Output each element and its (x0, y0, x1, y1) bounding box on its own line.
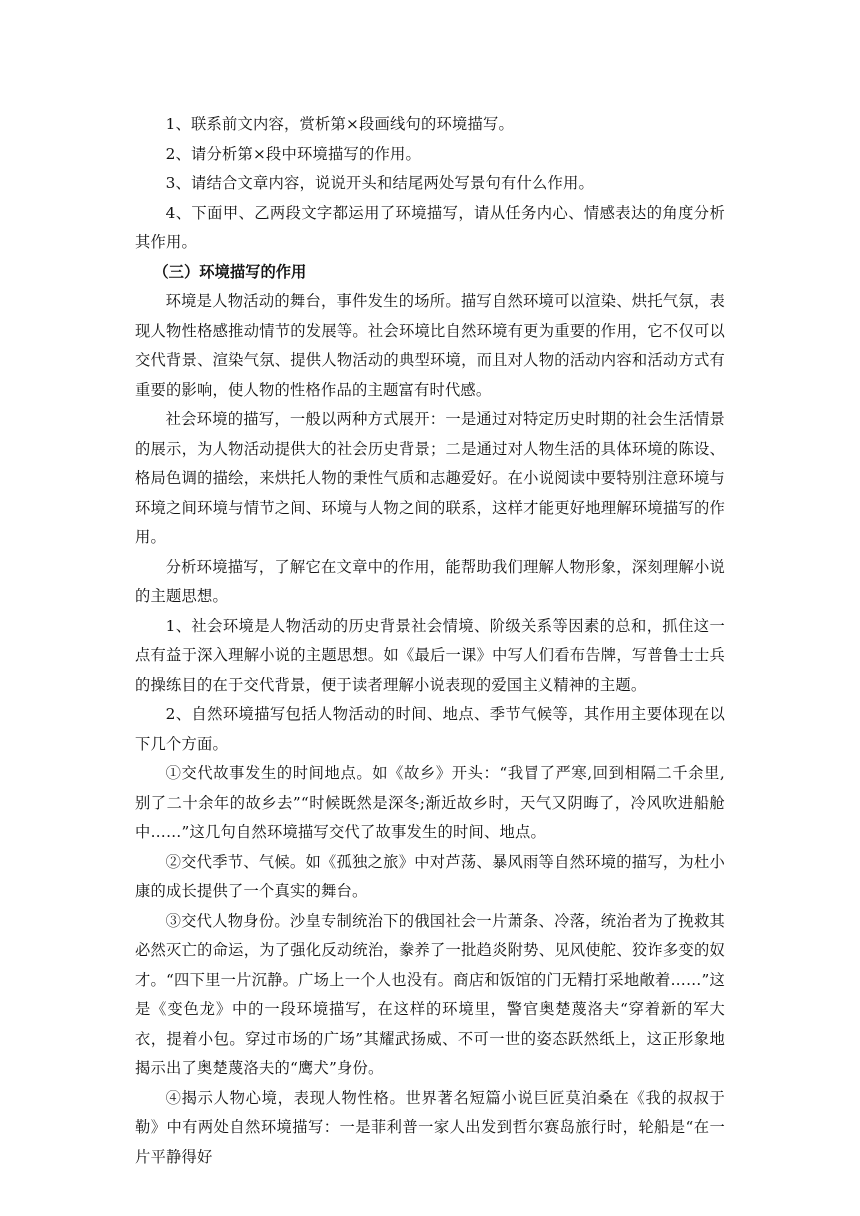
paragraph-point-1: 1、社会环境是人物活动的历史背景社会情境、阶级关系等因素的总和，抓住这一点有益于深入理解小说的主题思想。如《最后一课》中写人们看布告牌，写普鲁士士兵的操练目的在于交代背景，便于读者理解小说表现的爱国主义精神的主题。 (135, 616, 725, 694)
question-3: 3、请结合文章内容，说说开头和结尾两处写景句有什么作用。 (165, 174, 594, 192)
question-2: 2、请分析第×段中环境描写的作用。 (165, 144, 421, 163)
question-1: 1、联系前文内容，赏析第×段画线句的环境描写。 (165, 115, 514, 133)
paragraph-social-environment: 社会环境的描写，一般以两种方式展开：一是通过对特定历史时期的社会生活情景的展示，为人物活动提供大的社会历史背景；二是通过对人物生活的具体环境的陈设、格局色调的描绘，来烘托人物的秉性气质和志趣爱好。在小说阅读中要特别注意环境与环境之间环境与情节之间、环境与人物之间的联系，这样才能更好地理解环境描写的作用。 (135, 410, 725, 546)
paragraph-environment-intro: 环境是人物活动的舞台，事件发生的场所。描写自然环境可以渲染、烘托气氛，表现人物性格感推动情节的发展等。社会环境比自然环境有更为重要的作用，它不仅可以交代背景、渲染气氛、提供人物活动的典型环境，而且对人物的活动内容和活动方式有重要的影响，使人物的性格作品的主题富有时代感。 (135, 292, 725, 399)
document-body (135, 110, 725, 1172)
paragraph-subpoint-3: ③交代人物身份。沙皇专制统治下的俄国社会一片萧条、冷落，统治者为了挽救其必然灭亡的命运，为了强化反动统治，豢养了一批趋炎附势、见风使舵、狡诈多变的奴才。“四下里一片沉静。广场上一个人也没有。商店和饭馆的门无精打采地敞着……”这是《变色龙》中的一段环境描写，在这样的环境里，警官奥楚蔑洛夫“穿着新的军大衣，提着小包。穿过市场的广场”其耀武扬威、不可一世的姿态跃然纸上，这正形象地揭示出了奥楚蔑洛夫的“鹰犬”身份。 (135, 911, 725, 1077)
paragraph-subpoint-4: ④揭示人物心境，表现人物性格。世界著名短篇小说巨匠莫泊桑在《我的叔叔于勒》中有两处自然环境描写：一是菲利普一家人出发到哲尔赛岛旅行时，轮船是“在一片平静得好 (135, 1088, 725, 1166)
question-4: 4、下面甲、乙两段文字都运用了环境描写，请从任务内心、情感表达的角度分析其作用。 (135, 203, 725, 251)
paragraph-subpoint-2: ②交代季节、气候。如《孤独之旅》中对芦荡、暴风雨等自然环境的描写，为杜小康的成长提供了一个真实的舞台。 (135, 852, 725, 900)
paragraph-analysis-purpose: 分析环境描写，了解它在文章中的作用，能帮助我们理解人物形象，深刻理解小说的主题思想。 (135, 557, 725, 605)
paragraph-subpoint-1: ①交代故事发生的时间地点。如《故乡》开头：“我冒了严寒,回到相隔二千余里,别了二十余年的故乡去”“时候既然是深冬;渐近故乡时，天气又阴晦了，冷风吹进船舱中……”这几句自然环境描写交代了故事发生的时间、地点。 (135, 764, 725, 841)
section-heading: （三）环境描写的作用 (153, 262, 307, 281)
paragraph-point-2: 2、自然环境描写包括人物活动的时间、地点、季节气候等，其作用主要体现在以下几个方面。 (135, 705, 725, 753)
